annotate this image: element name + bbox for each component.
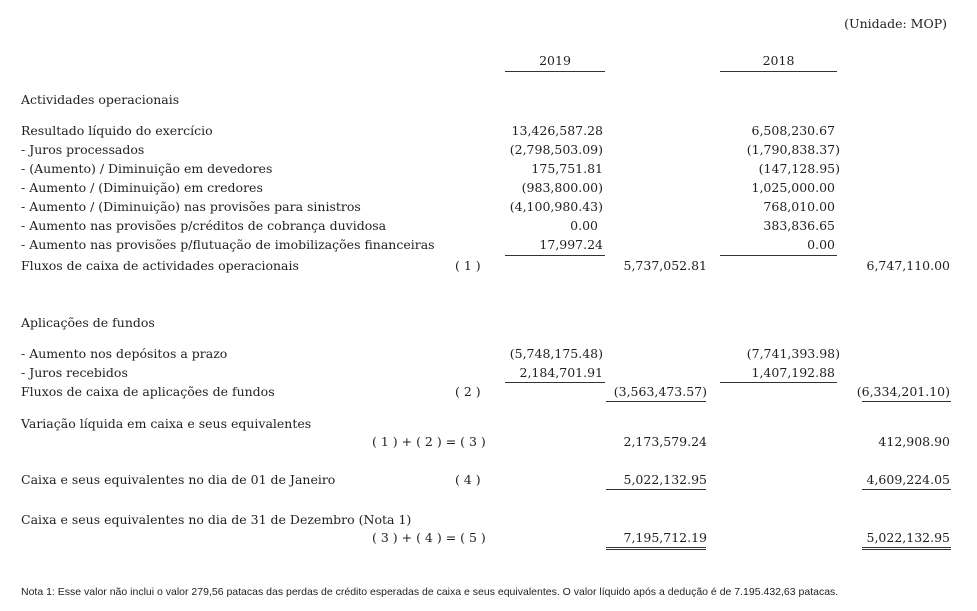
row-label: - Aumento / (Diminuição) nas provisões para sinistros — [21, 199, 361, 214]
operating-total-2019: 5,737,052.81 — [623, 258, 707, 273]
opening-rule-2019 — [606, 489, 706, 490]
footnote: Nota 1: Esse valor não inclui o valor 279,56 patacas das perdas de crédito esperadas de caixa e seus equivalentes. O valor líquido após a dedução é de 7.195.432,63 patacas. — [21, 586, 839, 598]
closing-2019: 7,195,712.19 — [623, 530, 707, 545]
year-header-2018: 2018 — [762, 53, 795, 68]
row-label: Resultado líquido do exercício — [21, 123, 213, 138]
row-label: - Aumento nos depósitos a prazo — [21, 346, 228, 361]
closing-double-rule-2019 — [606, 547, 706, 550]
funds-total-label: Fluxos de caixa de aplicações de fundos — [21, 384, 275, 399]
operating-total-2018: 6,747,110.00 — [866, 258, 950, 273]
net-change-formula: ( 1 ) + ( 2 ) = ( 3 ) — [372, 434, 486, 449]
closing-2018: 5,022,132.95 — [866, 530, 950, 545]
row-value-2018: 383,836.65 — [763, 218, 835, 233]
opening-2019: 5,022,132.95 — [623, 472, 707, 487]
subtotal-rule-operating-2018 — [720, 255, 837, 256]
row-value-2018: 768,010.00 — [763, 199, 835, 214]
funds-total-ref: ( 2 ) — [455, 384, 481, 399]
section-title-funds: Aplicações de fundos — [21, 315, 155, 330]
row-value-2018: (7,741,393.98) — [746, 346, 840, 361]
row-label: - Juros processados — [21, 142, 145, 157]
opening-ref: ( 4 ) — [455, 472, 481, 487]
net-change-2018: 412,908.90 — [878, 434, 950, 449]
row-value-2019: 2,184,701.91 — [519, 365, 603, 380]
closing-double-rule-2018 — [862, 547, 951, 550]
funds-total-2019: (3,563,473.57) — [613, 384, 707, 399]
row-value-2019: 17,997.24 — [539, 237, 603, 252]
opening-label: Caixa e seus equivalentes no dia de 01 de Janeiro — [21, 472, 336, 487]
section-title-operating: Actividades operacionais — [21, 92, 180, 107]
subtotal-rule-operating-2019 — [505, 255, 605, 256]
operating-total-label: Fluxos de caixa de actividades operacionais — [21, 258, 299, 273]
row-value-2019: (5,748,175.48) — [509, 346, 603, 361]
subtotal-rule-funds-2019 — [505, 382, 605, 383]
row-value-2019: 175,751.81 — [531, 161, 603, 176]
year-underline-2019 — [505, 71, 605, 72]
opening-2018: 4,609,224.05 — [866, 472, 950, 487]
row-value-2018: 1,025,000.00 — [751, 180, 835, 195]
row-value-2019: (4,100,980.43) — [509, 199, 603, 214]
row-value-2019: (983,800.00) — [521, 180, 603, 195]
unit-label: (Unidade: MOP) — [844, 16, 947, 31]
row-value-2019: (2,798,503.09) — [509, 142, 603, 157]
closing-label: Caixa e seus equivalentes no dia de 31 de Dezembro (Nota 1) — [21, 512, 412, 527]
row-label: - Aumento nas provisões p/créditos de cobrança duvidosa — [21, 218, 387, 233]
funds-total-rule-2019 — [606, 401, 706, 402]
row-label: - Aumento / (Diminuição) em credores — [21, 180, 263, 195]
row-value-2018: 6,508,230.67 — [751, 123, 835, 138]
row-value-2018: (1,790,838.37) — [746, 142, 840, 157]
net-change-label: Variação líquida em caixa e seus equivalentes — [21, 416, 312, 431]
funds-total-rule-2018 — [862, 401, 951, 402]
row-label: - Juros recebidos — [21, 365, 128, 380]
opening-rule-2018 — [862, 489, 951, 490]
year-header-2019: 2019 — [539, 53, 571, 68]
row-label: - (Aumento) / Diminuição em devedores — [21, 161, 273, 176]
row-value-2019: 13,426,587.28 — [511, 123, 603, 138]
row-value-2018: (147,128.95) — [758, 161, 840, 176]
row-value-2018: 0.00 — [807, 237, 835, 252]
subtotal-rule-funds-2018 — [720, 382, 837, 383]
row-value-2019: 0.00 — [570, 218, 598, 233]
operating-total-ref: ( 1 ) — [455, 258, 481, 273]
row-label: - Aumento nas provisões p/flutuação de imobilizações financeiras — [21, 237, 435, 252]
net-change-2019: 2,173,579.24 — [623, 434, 707, 449]
closing-formula: ( 3 ) + ( 4 ) = ( 5 ) — [372, 530, 486, 545]
year-underline-2018 — [720, 71, 837, 72]
funds-total-2018: (6,334,201.10) — [856, 384, 950, 399]
row-value-2018: 1,407,192.88 — [751, 365, 835, 380]
